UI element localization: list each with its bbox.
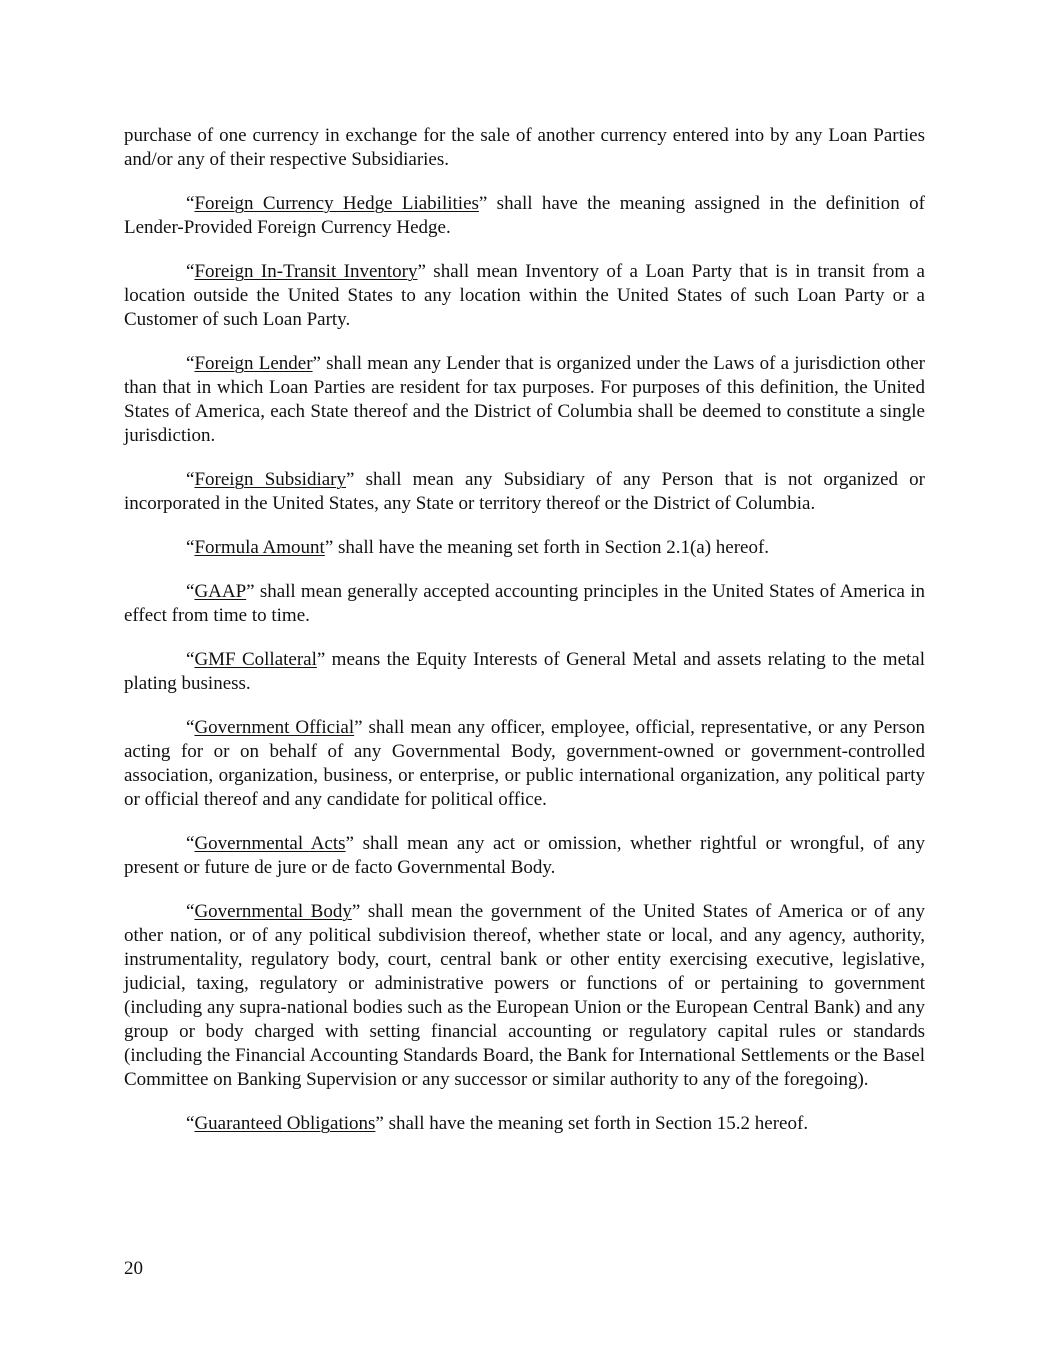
definition-text: ” shall mean any act or omission, whether rightful or wrongful, of any present or future de jure or de facto Governmental Body. [124, 833, 925, 878]
definition-text: ” shall have the meaning assigned in the definition of Lender-Provided Foreign Currency Hedge. [124, 193, 925, 238]
defined-term: Formula Amount [194, 537, 325, 558]
definition-text: ” shall mean any officer, employee, official, representative, or any Person acting for or on behalf of any Governmental Body, government-owned or government-controlled association, organization, business, or enterprise, or public international organization, any political party or official thereof and any candidate for political office. [124, 717, 925, 810]
open-quote: “ [186, 901, 195, 922]
defined-term: Foreign Lender [194, 353, 313, 374]
defined-term: GAAP [194, 581, 247, 602]
definition-text: ” shall mean any Lender that is organized under the Laws of a jurisdiction other than that in which Loan Parties are resident for tax purposes. For purposes of this definition, the United States of America, each State thereof and the District of Columbia shall be deemed to constitute a single jurisdiction. [124, 353, 925, 446]
open-quote: “ [186, 261, 195, 282]
definition-foreign-in-transit-inventory [124, 260, 925, 332]
definition-foreign-lender [124, 352, 925, 448]
definition-governmental-body [124, 900, 925, 1092]
definition-formula-amount [124, 536, 925, 560]
defined-term: Foreign In-Transit Inventory [194, 261, 418, 282]
open-quote: “ [186, 649, 195, 670]
definition-text: ” shall have the meaning set forth in Section 2.1(a) hereof. [324, 537, 770, 558]
open-quote: “ [186, 469, 195, 490]
definition-governmental-acts [124, 832, 925, 880]
open-quote: “ [186, 717, 195, 738]
definition-gmf-collateral [124, 648, 925, 696]
defined-term: Governmental Body [194, 901, 352, 922]
open-quote: “ [186, 353, 195, 374]
definition-foreign-currency-hedge-liabilities [124, 192, 925, 240]
defined-term: Foreign Currency Hedge Liabilities [194, 193, 479, 214]
definition-text: ” shall mean Inventory of a Loan Party that is in transit from a location outside the United States to any location within the United States of such Loan Party or a Customer of such Loan Party. [124, 261, 925, 330]
definition-government-official [124, 716, 925, 812]
open-quote: “ [186, 193, 195, 214]
definition-text: ” means the Equity Interests of General Metal and assets relating to the metal plating business. [124, 649, 925, 694]
defined-term: Governmental Acts [194, 833, 346, 854]
definition-text: ” shall mean any Subsidiary of any Person that is not organized or incorporated in the United States, any State or territory thereof or the District of Columbia. [124, 469, 925, 514]
definition-gaap [124, 580, 925, 628]
page-number: 20 [124, 1258, 143, 1279]
defined-term: Guaranteed Obligations [194, 1113, 376, 1134]
open-quote: “ [186, 833, 195, 854]
open-quote: “ [186, 1113, 195, 1134]
definition-text: ” shall mean the government of the United States of America or of any other nation, or of any political subdivision thereof, whether state or local, and any agency, authority, instrumentality, regulatory body, court, central bank or other entity exercising executive, legislative, judicial, taxing, regulatory or administrative powers or functions of or pertaining to government (including any supra-national bodies such as the European Union or the European Central Bank) and any group or body charged with setting financial accounting or regulatory capital rules or standards (including the Financial Accounting Standards Board, the Bank for International Settlements or the Basel Committee on Banking Supervision or any successor or similar authority to any of the foregoing). [124, 901, 925, 1090]
definition-guaranteed-obligations [124, 1112, 925, 1136]
document-page [124, 124, 925, 1156]
definition-text: ” shall have the meaning set forth in Section 15.2 hereof. [375, 1113, 809, 1134]
continued-paragraph: purchase of one currency in exchange for the sale of another currency entered into by any Loan Parties and/or any of their respective Subsidiaries. [124, 125, 925, 170]
open-quote: “ [186, 581, 195, 602]
defined-term: GMF Collateral [194, 649, 317, 670]
definition-text: ” shall mean generally accepted accounting principles in the United States of America in effect from time to time. [124, 581, 925, 626]
defined-term: Foreign Subsidiary [194, 469, 346, 490]
defined-term: Government Official [194, 717, 355, 738]
open-quote: “ [186, 537, 195, 558]
definition-foreign-subsidiary [124, 468, 925, 516]
